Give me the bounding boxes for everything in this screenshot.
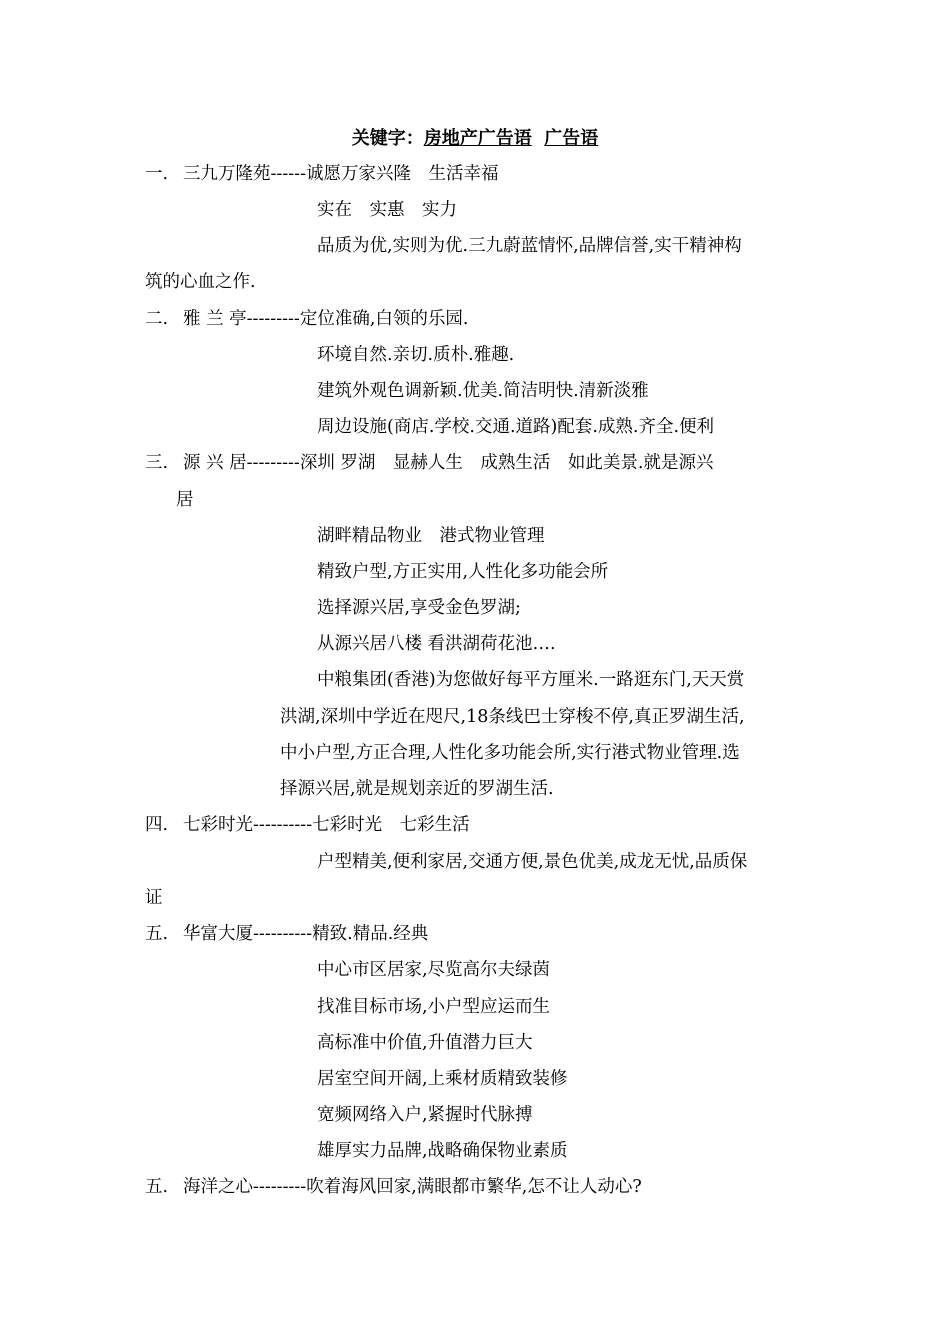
- section-title: 七彩时光----------七彩时光 七彩生活: [183, 815, 470, 835]
- body-line: 湖畔精品物业 港式物业管理: [317, 526, 545, 546]
- body-line: 选择源兴居,享受金色罗湖;: [317, 598, 521, 618]
- body-line: 证: [145, 888, 163, 908]
- section-heading: [145, 307, 468, 331]
- body-line: 居室空间开阔,上乘材质精致装修: [317, 1069, 568, 1089]
- section-number: 四.: [145, 815, 169, 835]
- keyword-link-2[interactable]: 广告语: [544, 128, 599, 149]
- body-line: 中小户型,方正合理,人性化多功能会所,实行港式物业管理.选: [280, 743, 740, 763]
- body-line: 建筑外观色调新颖.优美.简洁明快.清新淡雅: [317, 381, 649, 401]
- body-line: 高标准中价值,升值潜力巨大: [317, 1033, 533, 1053]
- section-title: 源 兴 居---------深圳 罗湖 显赫人生 成熟生活 如此美景.就是源兴: [183, 453, 714, 473]
- section-heading: [145, 451, 713, 475]
- section-title: 雅 兰 亭---------定位准确,白领的乐园.: [183, 309, 469, 329]
- body-line: 择源兴居,就是规划亲近的罗湖生活.: [280, 779, 554, 799]
- body-line: 中心市区居家,尽览高尔夫绿茵: [317, 960, 551, 980]
- body-line: 环境自然.亲切.质朴.雅趣.: [317, 345, 515, 365]
- body-line: 雄厚实力品牌,战略确保物业素质: [317, 1141, 568, 1161]
- keyword-link-1[interactable]: 房地产广告语: [423, 128, 532, 149]
- body-line: 筑的心血之作.: [145, 272, 256, 292]
- section-number: 五.: [145, 1177, 169, 1197]
- body-line: 宽频网络入户,紧握时代脉搏: [317, 1105, 533, 1125]
- section-title: 三九万隆苑------诚愿万家兴隆 生活幸福: [183, 164, 499, 184]
- section-heading: [145, 922, 428, 946]
- body-line: 周边设施(商店.学校.交通.道路)配套.成熟.齐全.便利: [317, 417, 715, 437]
- body-line: 户型精美,便利家居,交通方便,景色优美,成龙无忧,品质保: [317, 852, 748, 872]
- title-label: 关键字：: [351, 128, 424, 149]
- body-line: 中粮集团(香港)为您做好每平方厘米.一路逛东门,天天赏: [317, 670, 745, 690]
- body-line: 品质为优,实则为优.三九蔚蓝情怀,品牌信誉,实干精神构: [317, 236, 742, 256]
- section-heading: [145, 1175, 642, 1199]
- body-line: 精致户型,方正实用,人性化多功能会所: [317, 562, 609, 582]
- section-title-continued: 居: [176, 490, 194, 510]
- body-line: 找准目标市场,小户型应运而生: [317, 997, 551, 1017]
- section-heading: [145, 813, 470, 837]
- section-number: 一.: [145, 164, 169, 184]
- section-number: 五.: [145, 924, 169, 944]
- body-line: 洪湖,深圳中学近在咫尺,18条线巴士穿梭不停,真正罗湖生活,: [280, 707, 745, 727]
- body-line: 从源兴居八楼 看洪湖荷花池….: [317, 634, 556, 654]
- page-title: [0, 127, 950, 151]
- section-heading: [145, 162, 498, 186]
- body-line: 实在 实惠 实力: [317, 200, 457, 220]
- section-number: 二.: [145, 309, 169, 329]
- section-title: 华富大厦----------精致.精品.经典: [183, 924, 429, 944]
- section-title: 海洋之心---------吹着海风回家,满眼都市繁华,怎不让人动心?: [183, 1177, 642, 1197]
- section-number: 三.: [145, 453, 169, 473]
